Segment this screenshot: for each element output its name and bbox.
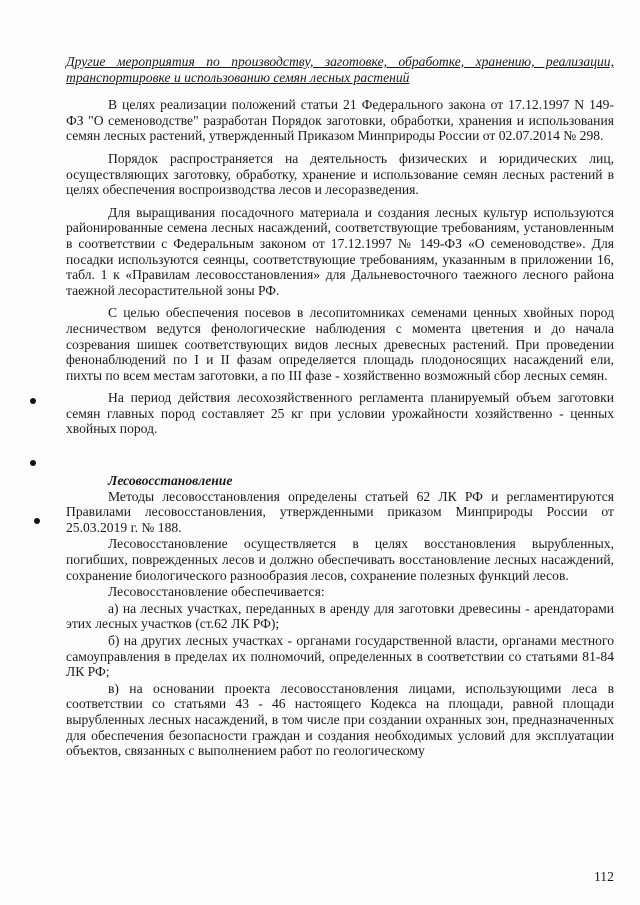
list-item: в) на основании проекта лесовосстановления лицами, использующими леса в соответствии со статьями 43 - 46 настоящего Кодекса на площади, равной площади вырубленных лесных насаждений, в том числе при создании охранных зон, предназначенных для обеспечения безопасности граждан и создания необходимых условий для эксплуатации объектов, связанных с выполнением работ по геологическому	[66, 680, 614, 759]
section-title: Лесовосстановление	[108, 473, 233, 489]
page-number: 112	[594, 869, 614, 884]
paragraph: Для выращивания посадочного материала и создания лесных культур используются районированные семена лесных насаждений, соответствующие требованиям, установленным в соответствии с Федеральным законом от 17.12.1997 № 149-ФЗ «О семеноводстве». Для посадки используются сеянцы, соответствующие требованиям, указанным в приложении 16, табл. 1 к «Правилам лесовосстановления» для Дальневосточного таежного лесного района таежной лесорастительной зоны РФ.	[66, 204, 614, 298]
paragraph: Порядок распространяется на деятельность физических и юридических лиц, осуществляющих заготовку, обработку, хранение и использование семян лесных растений в целях обеспечения воспроизводства лесов и лесоразведения.	[66, 150, 614, 198]
paragraph: Лесовосстановление осуществляется в целях восстановления вырубленных, погибших, поврежденных лесов и должно обеспечивать восстановление лесных насаждений, сохранение биологического разнообразия лесов, сохранение полезных функций лесов.	[66, 536, 614, 583]
punch-hole-mark	[30, 460, 36, 466]
list-item: а) на лесных участках, переданных в аренду для заготовки древесины - арендаторами этих лесных участков (ст.62 ЛК РФ);	[66, 600, 614, 632]
paragraph: С целью обеспечения посевов в лесопитомниках семенами ценных хвойных пород лесничеством ведутся фенологические наблюдения с момента цветения и до начала созревания шишек соответствующих видов лесных древесных растений. При проведении фенонаблюдений по I и II фазам определяется площадь плодоносящих насаждений ели, пихты по всем местам заготовки, а по III фазе - хозяйственно возможный сбор лесных семян.	[66, 305, 614, 383]
list-item: б) на других лесных участках - органами государственной власти, органами местного самоуправления в пределах их полномочий, определенных в соответствии со статьями 81-84 ЛК РФ;	[66, 633, 614, 680]
punch-hole-mark	[34, 518, 40, 524]
document-body	[66, 54, 614, 760]
punch-hole-mark	[30, 398, 36, 404]
paragraph: Методы лесовосстановления определены статьей 62 ЛК РФ и регламентируются Правилами лесовосстановления, утвержденными приказом Минприроды России от 25.03.2019 г. № 188.	[66, 488, 614, 535]
paragraph: Лесовосстановление обеспечивается:	[108, 584, 325, 600]
paragraph: На период действия лесохозяйственного регламента планируемый объем заготовки семян главных пород составляет 25 кг при условии урожайности хозяйственно - ценных хвойных пород.	[66, 390, 614, 437]
document-heading: Другие мероприятия по производству, заготовке, обработке, хранению, реализации, транспортировке и использованию семян лесных растений	[66, 54, 614, 85]
paragraph: В целях реализации положений статьи 21 Федерального закона от 17.12.1997 N 149-ФЗ "О семеноводстве" разработан Порядок заготовки, обработки, хранения и использования семян лесных растений, утвержденный Приказом Минприроды России от 02.07.2014 № 298.	[66, 97, 614, 144]
